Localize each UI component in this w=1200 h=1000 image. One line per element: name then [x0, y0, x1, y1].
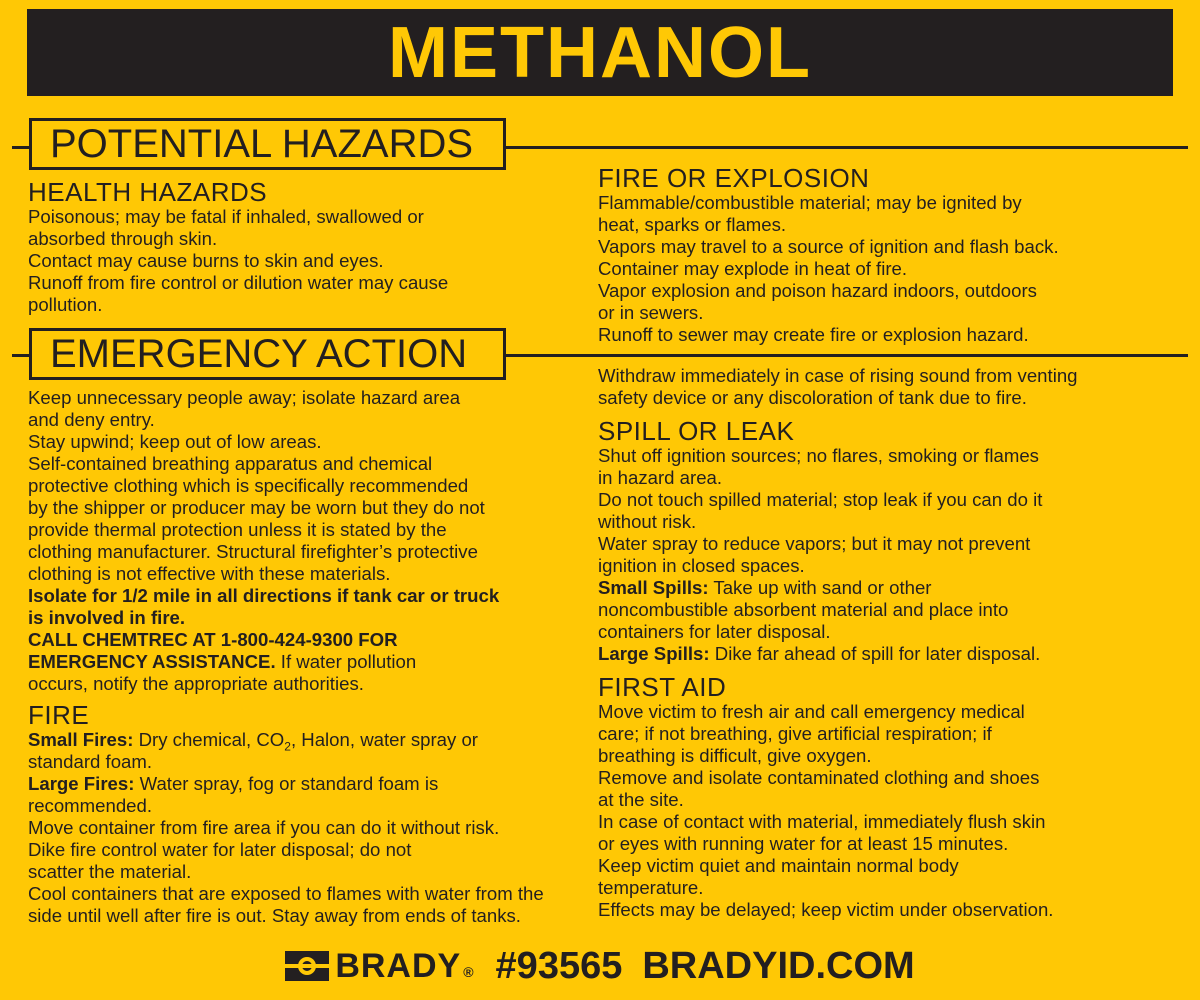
- text-line: In case of contact with material, immediately flush skin: [598, 811, 1046, 832]
- footer: [0, 944, 1200, 988]
- text-line: in hazard area.: [598, 467, 723, 488]
- page-title: METHANOL: [388, 12, 812, 93]
- large-spills-line: Large Spills: Dike far ahead of spill for later disposal.: [598, 643, 1041, 664]
- text-line: Move container from fire area if you can do it without risk.: [28, 817, 500, 838]
- text-line: Shut off ignition sources; no flares, smoking or flames: [598, 445, 1039, 466]
- health-hazards-block: [28, 178, 548, 316]
- text-line: without risk.: [598, 511, 697, 532]
- text-line: Flammable/combustible material; may be ignited by: [598, 192, 1022, 213]
- emergency-action-block: [28, 387, 588, 927]
- text-line: Do not touch spilled material; stop leak if you can do it: [598, 489, 1043, 510]
- text-line: clothing is not effective with these materials.: [28, 563, 391, 584]
- text-line: or in sewers.: [598, 302, 704, 323]
- fire-heading: FIRE: [28, 700, 90, 730]
- first-aid-heading: FIRST AID: [598, 672, 727, 702]
- text-line: ignition in closed spaces.: [598, 555, 805, 576]
- bold-line: is involved in fire.: [28, 607, 186, 628]
- chemtrec-line: EMERGENCY ASSISTANCE. If water pollution: [28, 651, 417, 672]
- text-line: care; if not breathing, give artificial respiration; if: [598, 723, 992, 744]
- text-line: Container may explode in heat of fire.: [598, 258, 908, 279]
- small-spills-line: Small Spills: Take up with sand or other: [598, 577, 932, 598]
- section-heading-emergency-action: EMERGENCY ACTION: [29, 328, 506, 380]
- text-line: and deny entry.: [28, 409, 155, 430]
- text-line: Move victim to fresh air and call emergency medical: [598, 701, 1025, 722]
- brand-url: BRADYID.COM: [642, 945, 915, 987]
- text-line: provide thermal protection unless it is stated by the: [28, 519, 447, 540]
- brand-name: BRADY: [335, 947, 462, 985]
- text-line: Dike fire control water for later disposal; do not: [28, 839, 412, 860]
- text-line: Keep victim quiet and maintain normal body: [598, 855, 959, 876]
- large-fires-line: Large Fires: Water spray, fog or standard foam is: [28, 773, 439, 794]
- text-line: temperature.: [598, 877, 704, 898]
- text-line: protective clothing which is specifically recommended: [28, 475, 469, 496]
- brady-logo-icon: [285, 951, 329, 981]
- part-number: #93565: [495, 945, 623, 987]
- text-line: absorbed through skin.: [28, 228, 218, 249]
- registered-mark: ®: [463, 964, 474, 980]
- brady-logo: [285, 949, 473, 983]
- spill-heading: SPILL OR LEAK: [598, 416, 795, 446]
- text-line: Poisonous; may be fatal if inhaled, swallowed or: [28, 206, 424, 227]
- text-line: containers for later disposal.: [598, 621, 831, 642]
- text-line: Water spray to reduce vapors; but it may not prevent: [598, 533, 1031, 554]
- text-line: Remove and isolate contaminated clothing and shoes: [598, 767, 1040, 788]
- text-line: side until well after fire is out. Stay away from ends of tanks.: [28, 905, 521, 926]
- text-line: Runoff to sewer may create fire or explosion hazard.: [598, 324, 1029, 345]
- text-line: safety device or any discoloration of tank due to fire.: [598, 387, 1027, 408]
- health-hazards-heading: HEALTH HAZARDS: [28, 177, 268, 207]
- text-line: Stay upwind; keep out of low areas.: [28, 431, 322, 452]
- text-line: recommended.: [28, 795, 153, 816]
- fire-explosion-block: [598, 164, 1178, 346]
- bold-line: Isolate for 1/2 mile in all directions if tank car or truck: [28, 585, 500, 606]
- bold-line: CALL CHEMTREC AT 1-800-424-9300 FOR: [28, 629, 398, 650]
- text-line: Contact may cause burns to skin and eyes.: [28, 250, 384, 271]
- text-line: Cool containers that are exposed to flames with water from the: [28, 883, 544, 904]
- text-line: heat, sparks or flames.: [598, 214, 787, 235]
- title-bar: [27, 9, 1173, 96]
- text-line: Withdraw immediately in case of rising sound from venting: [598, 365, 1078, 386]
- text-line: scatter the material.: [28, 861, 192, 882]
- text-line: at the site.: [598, 789, 684, 810]
- text-line: Runoff from fire control or dilution water may cause: [28, 272, 449, 293]
- section-heading-potential-hazards: POTENTIAL HAZARDS: [29, 118, 506, 170]
- text-line: or eyes with running water for at least 15 minutes.: [598, 833, 1009, 854]
- small-fires-line: Small Fires: Dry chemical, $CO_2$, Halon, water spray or: [28, 729, 478, 754]
- text-line: clothing manufacturer. Structural firefighter’s protective: [28, 541, 478, 562]
- text-line: Self-contained breathing apparatus and chemical: [28, 453, 433, 474]
- text-line: pollution.: [28, 294, 103, 315]
- text-line: Effects may be delayed; keep victim under observation.: [598, 899, 1054, 920]
- text-line: breathing is difficult, give oxygen.: [598, 745, 872, 766]
- right-lower-block: [598, 365, 1178, 921]
- text-line: occurs, notify the appropriate authorities.: [28, 673, 364, 694]
- text-line: Vapor explosion and poison hazard indoors, outdoors: [598, 280, 1037, 301]
- text-line: Vapors may travel to a source of ignition and flash back.: [598, 236, 1059, 257]
- fire-explosion-heading: FIRE OR EXPLOSION: [598, 163, 870, 193]
- text-line: standard foam.: [28, 751, 153, 772]
- text-line: Keep unnecessary people away; isolate hazard area: [28, 387, 461, 408]
- text-line: by the shipper or producer may be worn but they do not: [28, 497, 485, 518]
- text-line: noncombustible absorbent material and place into: [598, 599, 1009, 620]
